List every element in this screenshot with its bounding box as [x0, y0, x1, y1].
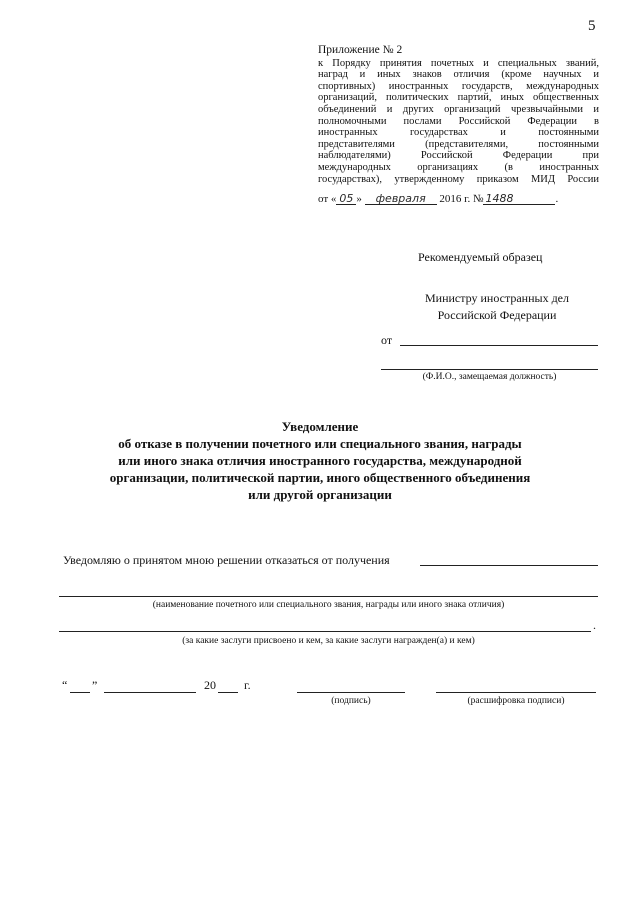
signature-caption: (подпись) [331, 696, 371, 706]
appendix-line: иностранных государствах и постоянными [318, 127, 599, 139]
appendix-line: к Порядку принятия почетных и специальных званий, [318, 57, 599, 69]
notice-line: об отказе в получении почетного или специального звания, награды [118, 436, 522, 451]
signature-line[interactable] [297, 692, 405, 693]
from-field-line-2[interactable] [381, 369, 598, 370]
from-label: от [381, 333, 393, 347]
approval-line: от « 05 » февраля 2016 г. № 1488 . [318, 192, 559, 205]
addressee [412, 290, 582, 324]
approval-mid: » [356, 193, 362, 205]
addressee-line: Министру иностранных дел [424, 291, 569, 305]
appendix-line: спортивных) иностранных государств, международных [318, 80, 599, 92]
date-year-suffix: г. [244, 678, 251, 692]
appendix-line: объединений и других организаций чрезвычайными и [318, 103, 599, 115]
appendix-body [318, 58, 599, 186]
appendix-line: представителями (представителями, постоянными [318, 138, 599, 150]
decoding-line[interactable] [436, 692, 596, 693]
decoding-caption: (расшифровка подписи) [467, 696, 565, 706]
approval-number: 1488 [483, 193, 555, 205]
trailing-dot: . [593, 618, 596, 632]
notice-title: Уведомление [281, 419, 359, 434]
notice-title-block [80, 418, 560, 503]
appendix-line: наград и иных знаков отличия (кроме научных и [318, 69, 599, 81]
appendix-line: организаций, политических партий, иных общественных [318, 92, 599, 104]
addressee-line: Российской Федерации [437, 308, 557, 322]
body-text: Уведомляю о принятом мною решении отказаться от получения [63, 553, 390, 567]
merit-line[interactable] [59, 631, 591, 632]
date-year-line[interactable] [218, 692, 238, 693]
approval-day: 05 [336, 193, 356, 205]
appendix-line: наблюдателями) Российской Федерации при [318, 150, 599, 162]
award-name-line[interactable] [59, 596, 598, 597]
date-month-line[interactable] [104, 692, 196, 693]
from-field-line[interactable] [400, 345, 598, 346]
fio-caption: (Ф.И.О., замещаемая должность) [422, 372, 557, 382]
date-day-line[interactable] [70, 692, 90, 693]
date-close-quote: ” [92, 678, 98, 692]
appendix-line: международных организациях (в иностранных [318, 161, 599, 173]
award-caption: (наименование почетного или специального звания, награды или иного знака отличия) [152, 600, 505, 610]
appendix-line: государствах), утвержденному приказом МИД России [318, 173, 599, 185]
notice-line: или другой организации [248, 487, 392, 502]
recommended-sample-label: Рекомендуемый образец [418, 250, 543, 264]
notice-line: организации, политической партии, иного общественного объединения [109, 470, 531, 485]
appendix-line: полномочными послами Российской Федерации в [318, 115, 599, 127]
date-year-prefix: 20 [204, 678, 216, 692]
appendix-block [318, 45, 599, 185]
approval-month: февраля [365, 193, 437, 205]
page-number: 5 [588, 18, 596, 34]
date-open-quote: “ [62, 678, 68, 692]
notice-line: или иного знака отличия иностранного государства, международной [118, 453, 522, 468]
appendix-title: Приложение № 2 [318, 44, 403, 56]
award-field-line[interactable] [420, 565, 598, 566]
approval-year: 2016 г. № [439, 193, 484, 205]
merit-caption: (за какие заслуги присвоено и кем, за какие заслуги награжден(а) и кем) [182, 636, 475, 646]
approval-prefix: от « [318, 193, 337, 205]
